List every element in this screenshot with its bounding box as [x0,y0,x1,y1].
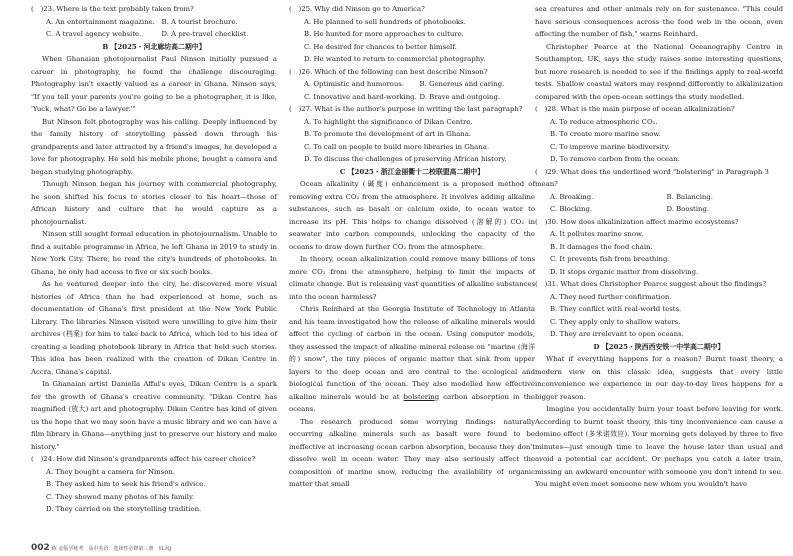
column-right [535,3,783,491]
q27-option-a: A. To highlight the significance of Dikan Centre. [304,117,473,126]
question-24: ( )24. How did Ninson's grandparents affect his career choice? [31,455,256,463]
q25-option-b: B. He hunted for more approaches to culture. [304,30,464,38]
q23-option-c: C. A travel agency website. [46,30,142,38]
footer-text: 练 金版学练考 高中英语 选择性必修第三册 YLNJ [51,546,172,552]
q23-option-a: A. An entertainment magazine. [46,17,155,26]
question-26: ( )26. Which of the following can best describe Ninson? [289,67,488,76]
q30-option-a: A. It pollutes marine snow. [550,230,644,238]
q27-option-b: B. To promote the development of art in Ghana. [304,130,471,138]
passage-b-paragraph-3: Though Ninson began his journey with commercial photography, he soon shifted his focus to stories closer to his heart—those of African history and culture that he would capture as a photojournalist. [31,180,277,226]
question-30: ( )30. How does alkalinization affect marine ecosystems? [535,217,739,226]
passage-c-paragraph-3-text-b: carbon absorption in the oceans. [289,392,535,413]
q26-option-c: C. Innovative and hard-working. [304,92,417,101]
q25-option-c: C. He desired for chances to better himself. [304,42,457,51]
q27-option-d: D. To discuss the challenges of preserving African history. [304,155,507,163]
section-d-heading: D 【2025・陕西西安铁一中学高二期中】 [593,342,725,351]
q27-option-c: C. To call on people to build more libraries in Ghana. [304,142,490,151]
question-31: ( )31. What does Christopher Pearce suggest about the findings? [535,280,767,288]
q29-options-cd [535,203,783,216]
passage-c-paragraph-3 [289,303,535,416]
question-25: ( )25. Why did Ninson go to America? [289,5,425,13]
q29-option-b: B. Balancing. [666,192,713,201]
q29-option-a: A. Breaking. [550,192,594,201]
q29-options-ab [535,191,783,204]
q31-option-d: D. They are irrelevant to open oceans. [550,330,684,338]
q26-option-d: D. Brave and outgoing. [419,92,501,101]
question-27: ( )27. What is the author's purpose in writing the last paragraph? [289,105,523,113]
section-c-heading: C 【2025・浙江金丽衢十二校联盟高二期中】 [339,167,485,176]
page-footer [31,543,171,553]
passage-c-paragraph-4: The research produced some worrying findings: naturally occurring alkaline minerals such as basalt were found to be ineffective at increasing ocean carbon absorption, because they don't dissolve well in ocean water. They may also seriously affect the composition of marine snow, reducing the availability of organic matter that small [289,417,535,488]
passage-c-paragraph-3-text-a: Chris Reinhard at the Georgia Institute of Technology in Atlanta and his team investigated how the release of alkaline minerals would affect the cycling of carbon in the ocean. Using computer models, they assessed the impact of alkaline mineral release on "marine (海洋的) snow", the tiny pieces of organic matter that sink from upper layers to the deep ocean and are central to the ecological and biological function of the ocean. They also modelled how effective alkaline minerals would be at [289,305,535,401]
column-middle [289,3,535,491]
q23-option-d: D. A pre-travel checklist. [161,30,249,38]
q24-option-b: B. They asked him to seek his friend's advice. [46,480,206,488]
q28-option-b: B. To create more marine snow. [550,130,661,138]
q29-option-d: D. Boosting. [666,205,710,213]
passage-d-paragraph-2: Imagine you accidentally burn your toast before leaving for work. According to burnt toast theory, this tiny inconvenience can cause a domino effect (多米诺效应). Your morning gets delayed by three to five minutes—just enough time to leave the house later than usual and avoid a potential car accident. Or perhaps you catch a later train, missing an awkward encounter with someone you don't intend to see. You might even meet someone new whom you wouldn't have [535,405,783,488]
question-23: ( )23. Where is the text probably taken from? [31,5,194,13]
q25-option-a: A. He planned to sell hundreds of photobooks. [304,17,466,26]
q25-option-d: D. He wanted to return to commercial photography. [304,55,486,63]
q28-option-c: C. To improve marine biodiversity. [550,142,670,151]
q29-option-c: C. Blocking. [550,205,593,213]
question-28: ( )28. What is the main purpose of ocean alkalinization? [535,105,735,113]
passage-d-paragraph-1: What if everything happens for a reason? Burnt toast theory, a modern view on this classic idea, suggests that every little inconvenience we experience in our day-to-day lives happens for a bigger reason. [535,355,783,401]
q26-option-a: A. Optimistic and humorous. [304,80,404,88]
page-number: 002 [31,543,50,553]
q26-option-b: B. Generous and caring. [419,80,505,88]
q31-option-b: B. They conflict with real-world tests. [550,305,682,313]
passage-b-paragraph-2: But Ninson felt photography was his calling. Deeply influenced by the family history of storytelling passed down through his grandparents and later attracted by a friend's images, he developed a love for photography. He sold his mobile phone, bought a camera and began studying photography. [31,117,277,176]
passage-c-paragraph-2: In theory, ocean alkalinization could remove many billions of tons more CO₂ from the atmosphere, helping to limit the impacts of climate change. But is releasing vast quantities of alkaline substances into the ocean harmless? [289,255,535,301]
q31-option-c: C. They apply only to shallow waters. [550,317,681,326]
q23-options-ab [31,16,277,29]
q24-option-d: D. They carried on the storytelling tradition. [46,505,202,513]
passage-c-paragraph-5: Christopher Pearce at the National Oceanography Centre in Southampton, UK, says the study raises some interesting questions, but more research is needed to see if the findings apply to real-world tests. Shallow coastal waters may respond differently to alkalinization compared with the open-ocean settings the study modelled. [535,42,783,101]
q28-option-d: D. To remove carbon from the ocean. [550,155,680,163]
q26-options-ab [289,78,535,91]
q30-option-c: C. It prevents fish from breathing. [550,255,670,263]
passage-c-paragraph-4-cont: sea creatures and other animals rely on for sustenance. "This could have serious consequences across the food web in the ocean, even affecting the number of fish," warns Reinhard. [535,5,783,38]
question-29: ( )29. What does the underlined word "bolstering" in Paragraph 3 [535,167,769,176]
passage-b-paragraph-6: In Ghanaian artist Daniella Afful's eyes, Dikan Centre is a spark for the growth of Ghana's creative community. "Dikan Centre has magnified (放大) art and photography. Dikan Centre has kind of given us the hope that we may soon have a music library and we can have a film library in Ghana—anything just to preserve our history and make history." [31,380,277,451]
q30-option-b: B. It damages the food chain. [550,242,653,251]
section-b-heading: B 【2025・河北廊坊高二期中】 [102,42,206,51]
q24-option-a: A. They bought a camera for Ninson. [46,467,175,476]
column-left [31,3,277,516]
passage-b-paragraph-5: As he ventured deeper into the city, he discovered more visual histories of Africa than he had experienced at home, such as documentation of Ghana's first president at the New York Public Library. The libraries Ninson visited were unwilling to give him their archives (档案) for him to take back to Africa, which led to his idea of creating a leading photobook library in Africa that held such stories. This idea has been realized with the creation of Dikan Centre in Accra, Ghana's capital. [31,280,277,376]
question-29-cont: mean? [535,180,558,188]
q31-option-a: A. They need further confirmation. [550,292,672,301]
passage-c-paragraph-1: Ocean alkalinity (碱度) enhancement is a proposed method of removing extra CO₂ from the atmosphere. It involves adding alkaline substances, such as basalt or calcium oxide, to ocean water to increase its pH. This helps to change dissolved (溶解的) CO₂ in seawater into carbon compounds, unlocking the capacity of the oceans to draw down further CO₂ from the atmosphere. [289,180,535,251]
passage-b-paragraph-4: Ninson still sought formal education in photojournalism. Unable to find a suitable programme in Africa, he left Ghana in 2019 to study in New York City. There, he read the city's hundreds of photobooks. In Ghana, he only had access to five or six such books. [31,230,277,276]
passage-b-paragraph-1: When Ghanaian photojournalist Paul Ninson initially pursued a career in photography, he found the challenge discouraging. Photography isn't exactly valued as a career in Ghana. Ninson says, "If you tell your parents you're going to be a photographer, it is like, 'Yuck, what? Go be a lawyer.'" [31,55,277,113]
q28-option-a: A. To reduce atmospheric CO₂. [550,117,658,126]
q24-option-c: C. They showed many photos of his family. [46,492,195,501]
q23-option-b: B. A tourist brochure. [161,17,238,26]
q26-options-cd [289,91,535,104]
underlined-word: bolstering [403,392,440,401]
q23-options-cd [31,28,277,41]
q30-option-d: D. It stops organic matter from dissolving. [550,267,699,276]
